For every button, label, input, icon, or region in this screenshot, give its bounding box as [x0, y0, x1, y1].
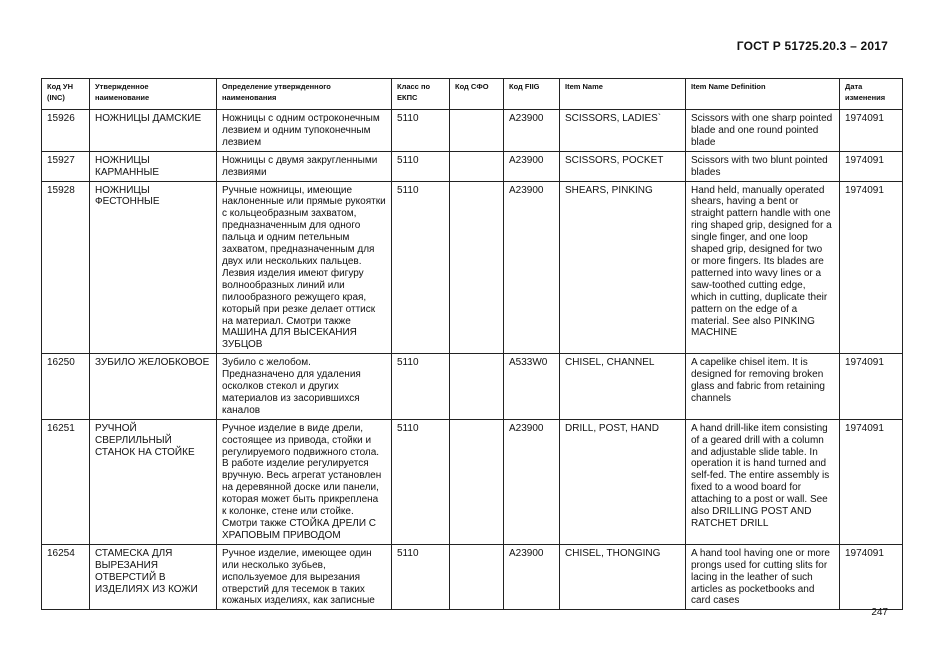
cell-ekps-class: 5110 — [392, 419, 450, 544]
item-names-table — [41, 78, 903, 610]
cell-name-definition: Ножницы с одним остроконечным лезвием и одним тупоконечным лезвием — [217, 110, 392, 152]
cell-item-name: SCISSORS, LADIES` — [560, 110, 686, 152]
cell-name-definition: Ручное изделие в виде дрели, состоящее из привода, стойки и регулируемого подвижного стола. В работе изделие регулируется вручную. Весь агрегат установлен на деревянной доске или панели, которая может быть прикреплена к колонке, стене или стойке. Смотри также СТОЙКА ДРЕЛИ С ХРАПОВЫМ ПРИВОДОМ — [217, 419, 392, 544]
cell-sfo-code — [450, 354, 504, 420]
column-header-approved-name: Утвержденное наименование — [90, 79, 217, 110]
cell-fiig-code: A533W0 — [504, 354, 560, 420]
cell-item-name-definition: Scissors with one sharp pointed blade and one round pointed blade — [686, 110, 840, 152]
cell-ekps-class: 5110 — [392, 354, 450, 420]
column-header-change-date: Дата изменения — [840, 79, 903, 110]
cell-change-date: 1974091 — [840, 544, 903, 610]
column-header-inc: Код УН (INC) — [42, 79, 90, 110]
table-row — [42, 544, 903, 610]
cell-inc: 15927 — [42, 151, 90, 181]
column-header-sfo-code: Код СФО — [450, 79, 504, 110]
cell-ekps-class: 5110 — [392, 181, 450, 354]
cell-approved-name: НОЖНИЦЫ ДАМСКИЕ — [90, 110, 217, 152]
cell-sfo-code — [450, 544, 504, 610]
table-row — [42, 354, 903, 420]
table-row — [42, 419, 903, 544]
cell-item-name: SHEARS, PINKING — [560, 181, 686, 354]
cell-change-date: 1974091 — [840, 354, 903, 420]
document-title: ГОСТ Р 51725.20.3 – 2017 — [736, 39, 888, 53]
cell-inc: 16250 — [42, 354, 90, 420]
cell-item-name: CHISEL, THONGING — [560, 544, 686, 610]
cell-change-date: 1974091 — [840, 181, 903, 354]
cell-approved-name: РУЧНОЙ СВЕРЛИЛЬНЫЙ СТАНОК НА СТОЙКЕ — [90, 419, 217, 544]
column-header-item-name: Item Name — [560, 79, 686, 110]
cell-approved-name: НОЖНИЦЫ ФЕСТОННЫЕ — [90, 181, 217, 354]
cell-fiig-code: A23900 — [504, 544, 560, 610]
cell-change-date: 1974091 — [840, 419, 903, 544]
cell-name-definition: Ручные ножницы, имеющие наклоненные или прямые рукоятки с кольцеобразным захватом, предназначенным для одного пальца и одним петельным захватом, предназначенным для двух или нескольких пальцев. Лезвия изделия имеют фигуру волнообразных линий или пилообразного режущего края, который при резке делает оттиск на материал. Смотри также МАШИНА ДЛЯ ВЫСЕКАНИЯ ЗУБЦОВ — [217, 181, 392, 354]
table-header-row — [42, 79, 903, 110]
cell-item-name-definition: A hand tool having one or more prongs used for cutting slits for lacing in the leather of such articles as pocketbooks and card cases — [686, 544, 840, 610]
cell-ekps-class: 5110 — [392, 544, 450, 610]
cell-item-name: SCISSORS, POCKET — [560, 151, 686, 181]
table-row — [42, 110, 903, 152]
table-row — [42, 151, 903, 181]
cell-item-name-definition: A hand drill-like item consisting of a geared drill with a column and adjustable slide table. In operation it is hand turned and self-fed. The entire assembly is fixed to a wood board for attaching to a post or wall. See also DRILLING POST AND RATCHET DRILL — [686, 419, 840, 544]
cell-sfo-code — [450, 151, 504, 181]
cell-name-definition: Зубило с желобом. Предназначено для удаления осколков стекол и других материалов из засорившихся каналов — [217, 354, 392, 420]
cell-fiig-code: A23900 — [504, 181, 560, 354]
cell-name-definition: Ручное изделие, имеющее один или несколько зубьев, используемое для вырезания отверстий для тесемок в таких кожаных изделиях, как записные — [217, 544, 392, 610]
cell-sfo-code — [450, 419, 504, 544]
cell-approved-name: НОЖНИЦЫ КАРМАННЫЕ — [90, 151, 217, 181]
cell-ekps-class: 5110 — [392, 151, 450, 181]
cell-fiig-code: A23900 — [504, 151, 560, 181]
cell-fiig-code: A23900 — [504, 110, 560, 152]
cell-item-name-definition: A capelike chisel item. It is designed for removing broken glass and fabric from retaining channels — [686, 354, 840, 420]
cell-inc: 15928 — [42, 181, 90, 354]
table-row — [42, 181, 903, 354]
cell-item-name: CHISEL, CHANNEL — [560, 354, 686, 420]
cell-change-date: 1974091 — [840, 110, 903, 152]
page-number: 247 — [871, 607, 888, 618]
column-header-item-name-definition: Item Name Definition — [686, 79, 840, 110]
cell-item-name-definition: Scissors with two blunt pointed blades — [686, 151, 840, 181]
cell-name-definition: Ножницы с двумя закругленными лезвиями — [217, 151, 392, 181]
cell-inc: 15926 — [42, 110, 90, 152]
column-header-ekps-class: Класс по ЕКПС — [392, 79, 450, 110]
cell-fiig-code: A23900 — [504, 419, 560, 544]
cell-sfo-code — [450, 110, 504, 152]
cell-ekps-class: 5110 — [392, 110, 450, 152]
cell-item-name-definition: Hand held, manually operated shears, having a bent or straight pattern handle with one ring shaped grip, designed for a single finger, and one loop shaped grip, designed for two or more fingers. Its blades are patterned into wavy lines or a saw-toothed cutting edge, which in cutting, duplicate their pattern on the edge of a material. See also PINKING MACHINE — [686, 181, 840, 354]
cell-approved-name: СТАМЕСКА ДЛЯ ВЫРЕЗАНИЯ ОТВЕРСТИЙ В ИЗДЕЛИЯХ ИЗ КОЖИ — [90, 544, 217, 610]
cell-inc: 16251 — [42, 419, 90, 544]
column-header-name-definition: Определение утвержденного наименования — [217, 79, 392, 110]
cell-sfo-code — [450, 181, 504, 354]
column-header-fiig-code: Код FIIG — [504, 79, 560, 110]
cell-change-date: 1974091 — [840, 151, 903, 181]
cell-approved-name: ЗУБИЛО ЖЕЛОБКОВОЕ — [90, 354, 217, 420]
cell-inc: 16254 — [42, 544, 90, 610]
cell-item-name: DRILL, POST, HAND — [560, 419, 686, 544]
